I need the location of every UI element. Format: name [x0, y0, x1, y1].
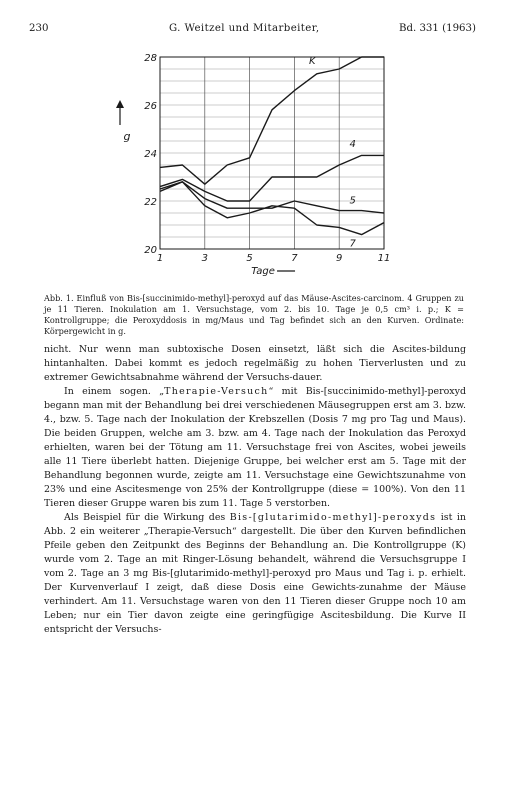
- x-tick-label: 5: [246, 253, 253, 264]
- text-run: ist in Abb. 2 ein weiterer „Therapie-Versuch“ dargestellt. Die über den Kurven befindlichen Pfeile geben den Zeitpunkt des Beginns der Behandlung an. Die Kontrollgruppe (K) wurde vom 2. Tage an mit Ringer-Lösung behandelt, während die Versuchsgruppe I vom 2. Tage an 3 mg Bis-[glutarimido-methyl]-peroxyd pro Maus und Tag i. p. erhielt. Der Kurvenverlauf I zeigt, daß diese Dosis eine Gewichts-zunahme der Mäuse verhindert. Am 11. Versuchstage waren von den 11 Tieren dieser Gruppe noch 10 am Leben; nur ein Tier davon zeigte eine geringfügige Ascitesbildung. Die Kurve II entspricht der Versuchs-: [44, 512, 466, 635]
- paragraph: nicht. Nur wenn man subtoxische Dosen einsetzt, läßt sich die Ascites-bildung hintanhalten. Dabei kommt es jedoch regelmäßig zu hohen Tierverlusten und zu extremer Gewichtsabnahme während der Versuchs-dauer.: [44, 344, 466, 383]
- y-axis-label: g: [123, 130, 131, 143]
- paragraph: [44, 385, 466, 511]
- page-number: 230: [29, 23, 49, 34]
- figure-caption: [44, 293, 464, 337]
- body-text: [44, 343, 466, 637]
- spaced-term: Bis-[glutarimido-methyl]-peroxyds: [229, 512, 437, 523]
- y-tick-label: 20: [144, 245, 157, 256]
- x-tick-label: 3: [201, 253, 208, 264]
- spaced-term: Therapie-Versuch: [164, 386, 269, 397]
- text-run: “ mit Bis-[succinimido-methyl]-peroxyd begann man mit der Behandlung bei drei verschiedenen Mäusegruppen erst am 3. bzw. 4., bzw. 5. Tage nach der Inokulation der Krebszellen (Dosis 7 mg pro Tag und Maus). Die beiden Gruppen, welche am 3. bzw. am 4. Tage nach der Inokulation das Peroxyd erhielten, waren bei der Tötung am 11. Versuchstage frei von Ascites, wobei jeweils alle 11 Tiere überlebt hatten. Diejenige Gruppe, bei welcher erst am 5. Tage mit der Behandlung begonnen wurde, zeigte am 11. Versuchstage eine Gewichtszunahme von 23% und eine Ascitesmenge von 25% der Kontrollgruppe (diese = 100%). Von den 11 Tieren dieser Gruppe waren bis zum 11. Tage 5 verstorben.: [44, 386, 467, 509]
- series-label-4: 4: [349, 139, 356, 150]
- chart-grid: [160, 57, 384, 249]
- y-tick-label: 24: [144, 149, 157, 160]
- journal-reference: Bd. 331 (1963): [398, 23, 476, 34]
- series-label-5: 5: [349, 195, 356, 207]
- y-tick-label: 28: [144, 53, 157, 64]
- text-run: In einem sogen. „: [64, 386, 165, 397]
- series-label-K: K: [309, 56, 316, 68]
- running-title: G. Weitzel und Mitarbeiter,: [169, 23, 320, 34]
- weight-line-chart: [0, 0, 508, 290]
- caption-label: Abb. 1.: [44, 293, 74, 303]
- y-tick-label: 26: [144, 101, 157, 112]
- x-tick-label: 7: [291, 253, 298, 264]
- y-tick-label: 22: [144, 197, 157, 208]
- series-label-7: 7: [349, 238, 356, 250]
- text-run: Als Beispiel für die Wirkung des: [64, 512, 230, 523]
- paragraph: [44, 511, 466, 637]
- x-tick-label: 9: [336, 253, 343, 264]
- x-axis-label: Tage: [251, 266, 275, 277]
- caption-text: Einfluß von Bis-[succinimido-methyl]-peroxyd auf das Mäuse-Ascites-carcinom. 4 Gruppen zu je 11 Tieren. Inokulation am 1. Versuchstage, vom 2. bis 10. Tage je 0,5 cm³ i. p.; K = Kontrollgruppe; die Peroxyddosis in mg/Maus und Tag befindet sich an den Kurven. Ordinate: Körpergewicht in g.: [44, 293, 464, 336]
- x-tick-label: 11: [377, 253, 391, 264]
- x-tick-label: 1: [156, 253, 164, 264]
- y-axis-arrowhead: [116, 100, 124, 108]
